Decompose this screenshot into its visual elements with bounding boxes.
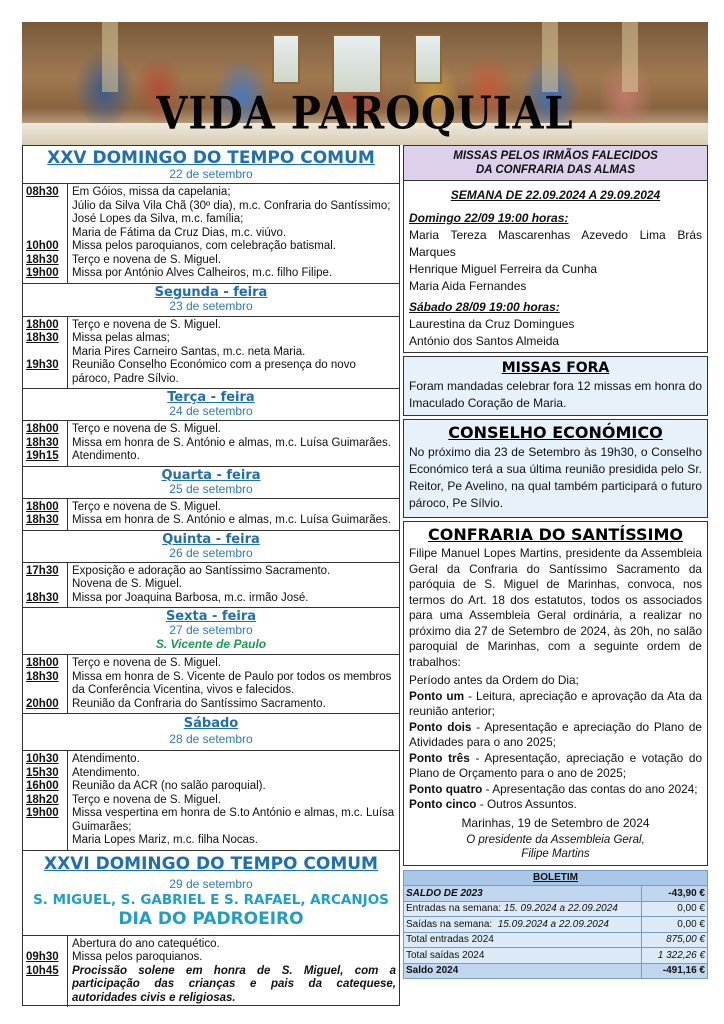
day-date: 23 de setembro [169,298,253,313]
banner-window [414,34,442,84]
entry-text: Missa em honra de S. António e almas, m.c. Luísa Guimarães. [72,436,391,449]
day-date: 24 de setembro [169,404,253,418]
entry-time: 16h00 [26,780,59,792]
entry-text: Missa vespertina em honra de S.to António e almas, m.c. Luísa [72,807,395,819]
agenda-item [409,689,702,720]
entry-text: Missa pelos paroquianos. [72,951,203,963]
entry-text: Terço e novena de S. Miguel. [72,657,221,669]
entry-time: 19h00 [26,807,59,819]
row-label: Total saídas 2024 [404,948,642,964]
saint-of-day: S. Vicente de Paulo [155,637,267,651]
agenda-item [409,751,702,782]
row-label: Saldo 2024 [404,963,642,979]
entry-text: Reunião Conselho Económico com a presença do novo pároco, Padre Sílvio. [72,359,356,385]
entry-text: Exposição e adoração ao Santíssimo Sacramento. [72,564,331,577]
day-header [23,608,399,655]
agenda-label: Ponto um [409,688,465,703]
signature-name: Filipe Martins [521,847,590,860]
entry-text: Terço e novena de S. Miguel. [72,318,221,331]
header-banner [22,22,708,145]
entry-text: Missa em honra de S. Vicente de Paulo por todos os membros [72,670,392,683]
entry-text: Guimarães; [72,820,132,833]
place-date: Marinhas, 19 de Setembro de 2024 [461,815,650,830]
entry-time: 19h15 [26,450,59,462]
missas-almas-header [404,146,707,181]
entry-time: 18h20 [26,793,59,806]
day-date: 27 de setembro [169,623,253,637]
day-entries [23,184,399,284]
day-date: 22 de setembro [169,167,253,181]
day-title: Sexta - feira [165,609,257,624]
entry-time: 18h00 [26,423,59,435]
deceased-name: Maria Aida Fernandes [409,279,527,293]
signature-role: O presidente da Assembleia Geral, [466,833,645,846]
entry-text: Em Góios, missa da capelania; [72,186,231,198]
conselho-title: CONSELHO ECONÓMICO [448,423,663,442]
entry-text: Júlio da Silva Vila Chã (30º dia), m.c. Confraria do Santíssimo; [72,199,391,212]
missas-fora-text: Foram mandadas celebrar fora 12 missas em honra do Imaculado Coração de Maria. [409,379,702,410]
agenda-label: Ponto dois [409,719,472,734]
row-value: 0,00 € [642,917,708,933]
row-value: -43,90 € [642,886,708,902]
banner-pillar [102,22,118,92]
missas-fora-box [403,356,708,416]
entry-text: Atendimento. [72,753,140,765]
entry-text: da Conferência Vicentina, vivos e falecidos. [72,684,295,696]
entry-time: 18h30 [26,514,59,526]
entry-text: Maria Pires Carneiro Santas, m.c. neta Maria. [72,345,306,358]
missas-almas-title: DA CONFRARIA DAS ALMAS [475,164,636,176]
conselho-box [403,419,708,518]
entry-time: 18h30 [26,670,59,683]
row-value: 875,00 € [642,932,708,948]
table-row [404,963,708,979]
day-entries [23,563,399,609]
banner-window [332,34,382,94]
entry-text: Terço e novena de S. Miguel. [72,423,221,435]
entry-text: Reunião da ACR (no salão paroquial). [72,780,266,792]
entry-time: 18h00 [26,500,59,513]
feast-subtitle: DIA DO PADROEIRO [118,908,304,929]
agenda-text: - Apresentação, apreciação e votação do Plano de Orçamento para o ano de 2025; [409,750,702,780]
table-row [404,917,708,933]
row-label: SALDO DE 2023 [404,886,642,902]
group-heading: Domingo 22/09 19:00 horas: [409,211,569,225]
page-title: VIDA PAROQUIAL [156,87,574,140]
day-entries [23,317,399,390]
day-title: Segunda - feira [154,284,268,300]
day-header [23,531,399,563]
entry-time: 08h30 [26,186,59,198]
row-label: Saídas na semana: 15.09.2024 a 22.09.2024 [404,917,642,933]
day-entries [23,655,399,714]
feast-title: S. MIGUEL, S. GABRIEL E S. RAFAEL, ARCANJOS [33,891,389,908]
day-header [23,714,399,751]
day-title: XXVI DOMINGO DO TEMPO COMUM [44,853,378,874]
day-entries [23,751,399,851]
deceased-name: Maria Tereza Mascarenhas Azevedo Lima Brás Marques [409,228,702,259]
entry-time: 19h30 [26,359,59,371]
boletim-title: BOLETIM [404,870,708,886]
table-row [404,886,708,902]
day-header [23,851,399,936]
banner-window [272,34,300,84]
boletim-table [403,870,708,980]
table-row [404,932,708,948]
day-entries [23,421,399,467]
deceased-name: Laurestina da Cruz Domingues [409,317,575,331]
entry-time: 18h30 [26,591,59,604]
day-date: 25 de setembro [169,481,253,496]
confraria-title: CONFRARIA DO SANTÍSSIMO [427,525,683,544]
row-value: 1 322,26 € [642,948,708,964]
day-entries [23,936,399,1008]
entry-time: 17h30 [26,564,59,577]
entry-text: Procissão solene em honra de S. Miguel, com a participação das crianças e pais da catequese, autoridades civis e religiosas. [72,964,396,1004]
entry-time: 10h30 [26,753,59,765]
entry-time: 18h30 [26,253,59,266]
day-title: Terça - feira [167,390,255,405]
day-title: Quarta - feira [161,467,261,483]
entry-text: Novena de S. Miguel. [72,578,182,590]
entry-time: 09h30 [26,951,59,963]
table-row [404,901,708,917]
missas-fora-title: MISSAS FORA [501,360,610,376]
entry-time: 18h30 [26,436,59,449]
day-header [23,284,399,317]
agenda-item [409,797,702,813]
row-value: 0,00 € [642,901,708,917]
entry-text: Atendimento. [72,766,140,779]
day-title: XXV DOMINGO DO TEMPO COMUM [47,148,375,168]
row-label: Total entradas 2024 [404,932,642,948]
group-heading: Sábado 28/09 19:00 horas: [409,300,560,314]
entry-time: 10h00 [26,240,59,252]
day-header [23,467,399,499]
day-title: Sábado [183,716,239,731]
agenda-text: - Outros Assuntos. [476,797,577,811]
entry-text: Reunião da Confraria do Santíssimo Sacramento. [72,697,326,710]
missas-almas-title: MISSAS PELOS IRMÃOS FALECIDOS [453,150,658,162]
entry-time: 20h00 [26,697,59,710]
deceased-name: António dos Santos Almeida [409,334,560,348]
entry-time: 18h30 [26,332,59,344]
entry-text: José Lopes da Silva, m.c. família; [72,213,244,225]
entry-text: Missa pelos paroquianos, com celebração batismal. [72,240,336,252]
entry-time: 10h45 [26,964,59,977]
banner-pillar [542,22,558,92]
day-entries [23,499,399,531]
day-date: 29 de setembro [169,876,253,891]
entry-text: Maria de Fátima da Cruz Dias, m.c. viúvo. [72,226,287,239]
day-date: 26 de setembro [169,545,253,560]
entry-text: Missa pelas almas; [72,332,170,344]
banner-pillar [622,22,638,92]
day-header [23,389,399,421]
week-range: SEMANA DE 22.09.2024 A 29.09.2024 [450,188,661,202]
deceased-name: Henrique Miguel Ferreira da Cunha [409,262,598,276]
entry-text: Abertura do ano catequético. [72,937,220,950]
agenda-text: - Leitura, apreciação e aprovação da Ata da reunião anterior; [409,688,702,718]
agenda-label: Ponto cinco [409,797,477,811]
entry-text: Atendimento. [72,450,140,462]
confraria-text: Filipe Manuel Lopes Martins, presidente da Assembleia Geral da Confraria do Santíssimo Sacramento da paróquia de S. Miguel de Marinhas, convoca, nos termos do Art. 18 dos estatutos, todos os associados para uma Assembleia Geral ordinária, a realizar no próximo dia 27 de Setembro de 2024, às 20h, no salão paroquial de Marinhas, com a seguinte ordem de trabalhos: [409,546,702,669]
agenda-label: Ponto três [409,750,470,765]
right-column [403,145,708,979]
agenda-text: - Apresentação das contas do ano 2024; [482,781,698,796]
agenda-item [409,782,702,798]
agenda-text: - Apresentação e apreciação do Plano de Atividades para o ano 2025; [409,719,702,749]
row-value: -491,16 € [642,963,708,979]
confraria-box [403,521,708,866]
entry-text: Maria Lopes Mariz, m.c. filha Nocas. [72,834,258,846]
agenda-item [409,720,702,751]
weekly-schedule [22,145,400,1006]
entry-time: 19h00 [26,267,59,279]
row-label: Entradas na semana: 15. 09.2024 a 22.09.2024 [404,901,642,917]
entry-text: Missa por Joaquina Barbosa, m.c. irmão José. [72,591,309,604]
entry-text: Terço e novena de S. Miguel. [72,253,221,266]
entry-text: Terço e novena de S. Miguel. [72,793,221,806]
agenda-pre: Período antes da Ordem do Dia; [409,673,579,687]
missas-almas-box [403,145,708,353]
agenda-label: Ponto quatro [409,781,483,796]
entry-time: 18h00 [26,657,59,669]
day-date: 28 de setembro [169,732,253,746]
table-row [404,948,708,964]
conselho-text: No próximo dia 23 de Setembro às 19h30, o Conselho Económico terá a sua última reunião presidida pelo Sr. Reitor, Pe Avelino, na qual também participará o futuro pároco, Pe Sílvio. [409,445,702,510]
entry-time: 18h00 [26,318,59,331]
entry-text: Terço e novena de S. Miguel. [72,500,221,513]
day-header [23,146,399,184]
entry-time: 15h30 [26,766,59,779]
entry-text: Missa por António Alves Calheiros, m.c. filho Filipe. [72,267,333,279]
entry-text: Missa em honra de S. António e almas, m.c. Luísa Guimarães. [72,514,391,526]
day-title: Quinta - feira [162,531,260,547]
